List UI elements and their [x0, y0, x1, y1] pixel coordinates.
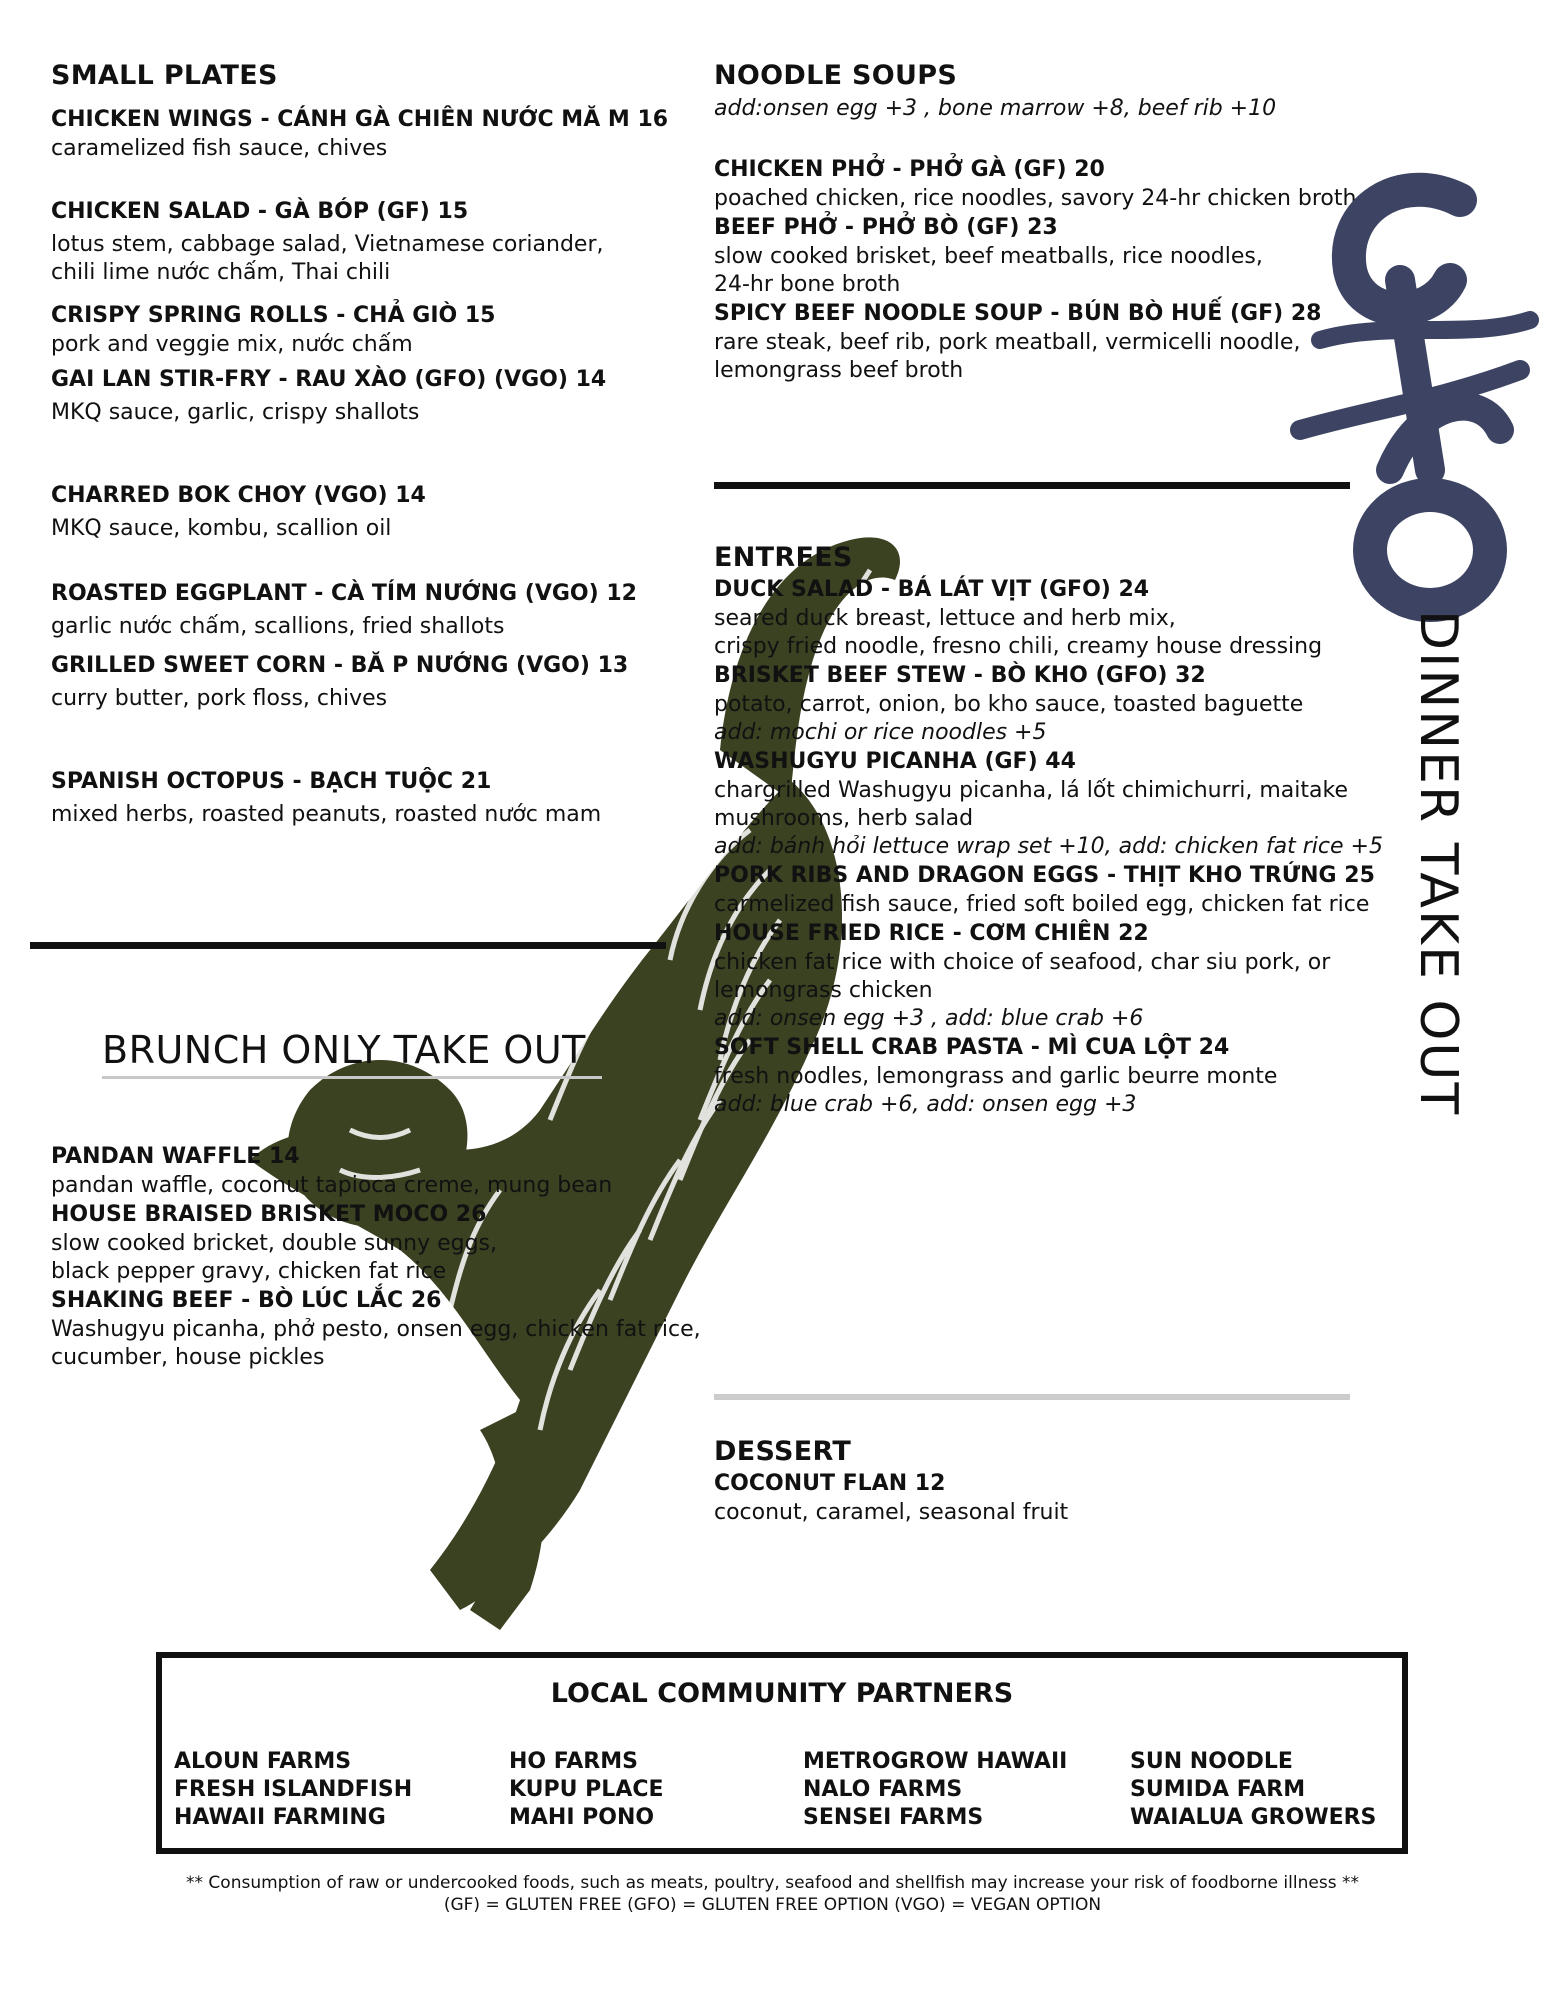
item-desc: black pepper gravy, chicken fat rice — [51, 1259, 447, 1284]
section-divider — [714, 1394, 1350, 1400]
partner-name: FRESH ISLANDFISH — [174, 1777, 413, 1802]
dietary-legend: (GF) = GLUTEN FREE (GFO) = GLUTEN FREE OPTION (VGO) = VEGAN OPTION — [443, 1895, 1102, 1915]
partner-name: ALOUN FARMS — [174, 1749, 352, 1774]
item-desc: coconut, caramel, seasonal fruit — [714, 1500, 1069, 1525]
item-desc: carmelized fish sauce, fried soft boiled egg, chicken fat rice — [714, 892, 1370, 917]
section-title: NOODLE SOUPS — [714, 60, 958, 91]
item-desc: lemongrass chicken — [714, 978, 933, 1003]
item-desc: Washugyu picanha, phở pesto, onsen egg, chicken fat rice, — [51, 1317, 701, 1342]
item-name: HOUSE BRAISED BRISKET MOCO 26 — [51, 1202, 487, 1227]
item-name: PANDAN WAFFLE 14 — [51, 1144, 300, 1169]
partner-name: KUPU PLACE — [509, 1777, 664, 1802]
partner-name: SUN NOODLE — [1130, 1749, 1293, 1774]
partner-name: HAWAII FARMING — [174, 1805, 386, 1830]
dessert-section — [714, 1436, 1068, 1527]
item-desc: caramelized fish sauce, chives — [51, 136, 388, 161]
community-partners-box — [156, 1652, 1408, 1854]
section-title: DESSERT — [714, 1436, 852, 1467]
item-name: COCONUT FLAN 12 — [714, 1471, 946, 1496]
partners-column — [803, 1748, 1067, 1832]
chao-logo — [1280, 170, 1545, 630]
brunch-section — [51, 1142, 701, 1372]
item-desc: poached chicken, rice noodles, savory 24-hr chicken broth — [714, 186, 1357, 211]
section-addons: add:onsen egg +3 , bone marrow +8, beef rib +10 — [714, 96, 1277, 121]
menu-item — [51, 105, 668, 163]
partner-name: SUMIDA FARM — [1130, 1777, 1306, 1802]
item-name: WASHUGYU PICANHA (GF) 44 — [714, 749, 1076, 774]
noodle-soups-section — [714, 60, 1356, 385]
menu-item — [714, 1033, 1383, 1119]
item-desc: lemongrass beef broth — [714, 358, 964, 383]
item-desc: potato, carrot, onion, bo kho sauce, toasted baguette — [714, 692, 1304, 717]
item-addons: add: onsen egg +3 , add: blue crab +6 — [714, 1006, 1144, 1031]
item-name: SOFT SHELL CRAB PASTA - MÌ CUA LỘT 24 — [714, 1035, 1230, 1060]
item-desc: slow cooked brisket, beef meatballs, rice noodles, — [714, 244, 1263, 269]
partners-column — [509, 1748, 664, 1832]
menu-item — [51, 579, 668, 641]
menu-item — [51, 197, 668, 287]
item-desc: seared duck breast, lettuce and herb mix, — [714, 606, 1176, 631]
item-name: GAI LAN STIR-FRY - RAU XÀO (GFO) (VGO) 14 — [51, 367, 607, 392]
partner-name: SENSEI FARMS — [803, 1805, 984, 1830]
item-name: CRISPY SPRING ROLLS - CHẢ GIÒ 15 — [51, 303, 496, 328]
item-desc: MKQ sauce, garlic, crispy shallots — [51, 400, 420, 425]
item-desc: pork and veggie mix, nước chấm — [51, 332, 413, 357]
item-addons: add: bánh hỏi lettuce wrap set +10, add: chicken fat rice +5 — [714, 834, 1383, 859]
item-name: SPICY BEEF NOODLE SOUP - BÚN BÒ HUẾ (GF) 28 — [714, 301, 1322, 326]
partners-column — [1130, 1748, 1376, 1832]
item-desc: chili lime nước chấm, Thai chili — [51, 260, 391, 285]
dinner-take-out-title: DINNER TAKE OUT — [1408, 610, 1468, 1117]
item-name: CHICKEN PHỞ - PHỞ GÀ (GF) 20 — [714, 157, 1105, 182]
partner-name: MAHI PONO — [509, 1805, 655, 1830]
menu-item — [51, 365, 668, 427]
item-addons: add: mochi or rice noodles +5 — [714, 720, 1047, 745]
item-desc: curry butter, pork floss, chives — [51, 686, 388, 711]
item-desc: pandan waffle, coconut tapioca creme, mung bean — [51, 1173, 613, 1198]
menu-item — [51, 1142, 701, 1200]
menu-item — [714, 747, 1383, 861]
item-name: DUCK SALAD - BÁ LÁT VỊT (GFO) 24 — [714, 577, 1150, 602]
menu-item — [714, 1469, 1068, 1527]
section-divider — [30, 942, 666, 949]
item-desc: fresh noodles, lemongrass and garlic beurre monte — [714, 1064, 1278, 1089]
brunch-underline — [102, 1076, 602, 1079]
menu-item — [51, 651, 668, 713]
item-name: GRILLED SWEET CORN - BĂ P NƯỚNG (VGO) 13 — [51, 653, 629, 678]
section-title: SMALL PLATES — [51, 60, 278, 91]
menu-item — [714, 155, 1356, 213]
item-name: CHARRED BOK CHOY (VGO) 14 — [51, 483, 426, 508]
item-desc: lotus stem, cabbage salad, Vietnamese coriander, — [51, 232, 604, 257]
menu-item — [51, 481, 668, 543]
section-divider — [714, 482, 1350, 489]
partner-name: HO FARMS — [509, 1749, 638, 1774]
brunch-title: BRUNCH ONLY TAKE OUT — [102, 1028, 586, 1072]
item-desc: rare steak, beef rib, pork meatball, vermicelli noodle, — [714, 330, 1301, 355]
item-addons: add: blue crab +6, add: onsen egg +3 — [714, 1092, 1137, 1117]
item-desc: MKQ sauce, kombu, scallion oil — [51, 516, 392, 541]
menu-item — [51, 767, 668, 829]
menu-item — [51, 1200, 701, 1286]
item-name: SPANISH OCTOPUS - BẠCH TUỘC 21 — [51, 769, 492, 794]
item-name: CHICKEN SALAD - GÀ BÓP (GF) 15 — [51, 199, 469, 224]
menu-item — [51, 301, 668, 359]
menu-item — [714, 919, 1383, 1033]
partner-name: NALO FARMS — [803, 1777, 963, 1802]
partner-name: WAIALUA GROWERS — [1130, 1805, 1377, 1830]
item-name: SHAKING BEEF - BÒ LÚC LẮC 26 — [51, 1288, 442, 1313]
item-desc: chargrilled Washugyu picanha, lá lốt chimichurri, maitake — [714, 778, 1349, 803]
item-name: BEEF PHỞ - PHỞ BÒ (GF) 23 — [714, 215, 1058, 240]
section-title: ENTREES — [714, 542, 853, 573]
foodborne-warning: ** Consumption of raw or undercooked foods, such as meats, poultry, seafood and shellfish may increase your risk of foodborne illness ** — [186, 1873, 1359, 1893]
item-desc: mixed herbs, roasted peanuts, roasted nước mam — [51, 802, 602, 827]
item-desc: slow cooked bricket, double sunny eggs, — [51, 1231, 498, 1256]
footnote — [0, 1872, 1545, 1916]
menu-item — [714, 861, 1383, 919]
partners-column — [174, 1748, 412, 1832]
item-name: BRISKET BEEF STEW - BÒ KHO (GFO) 32 — [714, 663, 1206, 688]
item-name: PORK RIBS AND DRAGON EGGS - THỊT KHO TRỨNG 25 — [714, 863, 1375, 888]
small-plates-section — [51, 60, 668, 829]
item-desc: 24-hr bone broth — [714, 272, 901, 297]
item-desc: crispy fried noodle, fresno chili, creamy house dressing — [714, 634, 1323, 659]
item-name: ROASTED EGGPLANT - CÀ TÍM NƯỚNG (VGO) 12 — [51, 581, 637, 606]
item-desc: garlic nước chấm, scallions, fried shallots — [51, 614, 505, 639]
item-name: CHICKEN WINGS - CÁNH GÀ CHIÊN NƯỚC MĂ M 16 — [51, 107, 669, 132]
item-name: HOUSE FRIED RICE - CƠM CHIÊN 22 — [714, 921, 1149, 946]
menu-item — [714, 213, 1356, 299]
partners-title: LOCAL COMMUNITY PARTNERS — [550, 1678, 1014, 1709]
partner-name: METROGROW HAWAII — [803, 1749, 1068, 1774]
menu-item — [714, 299, 1356, 385]
item-desc: chicken fat rice with choice of seafood, char siu pork, or — [714, 950, 1331, 975]
menu-item — [714, 661, 1383, 747]
item-desc: mushrooms, herb salad — [714, 806, 974, 831]
item-desc: cucumber, house pickles — [51, 1345, 325, 1370]
menu-item — [51, 1286, 701, 1372]
